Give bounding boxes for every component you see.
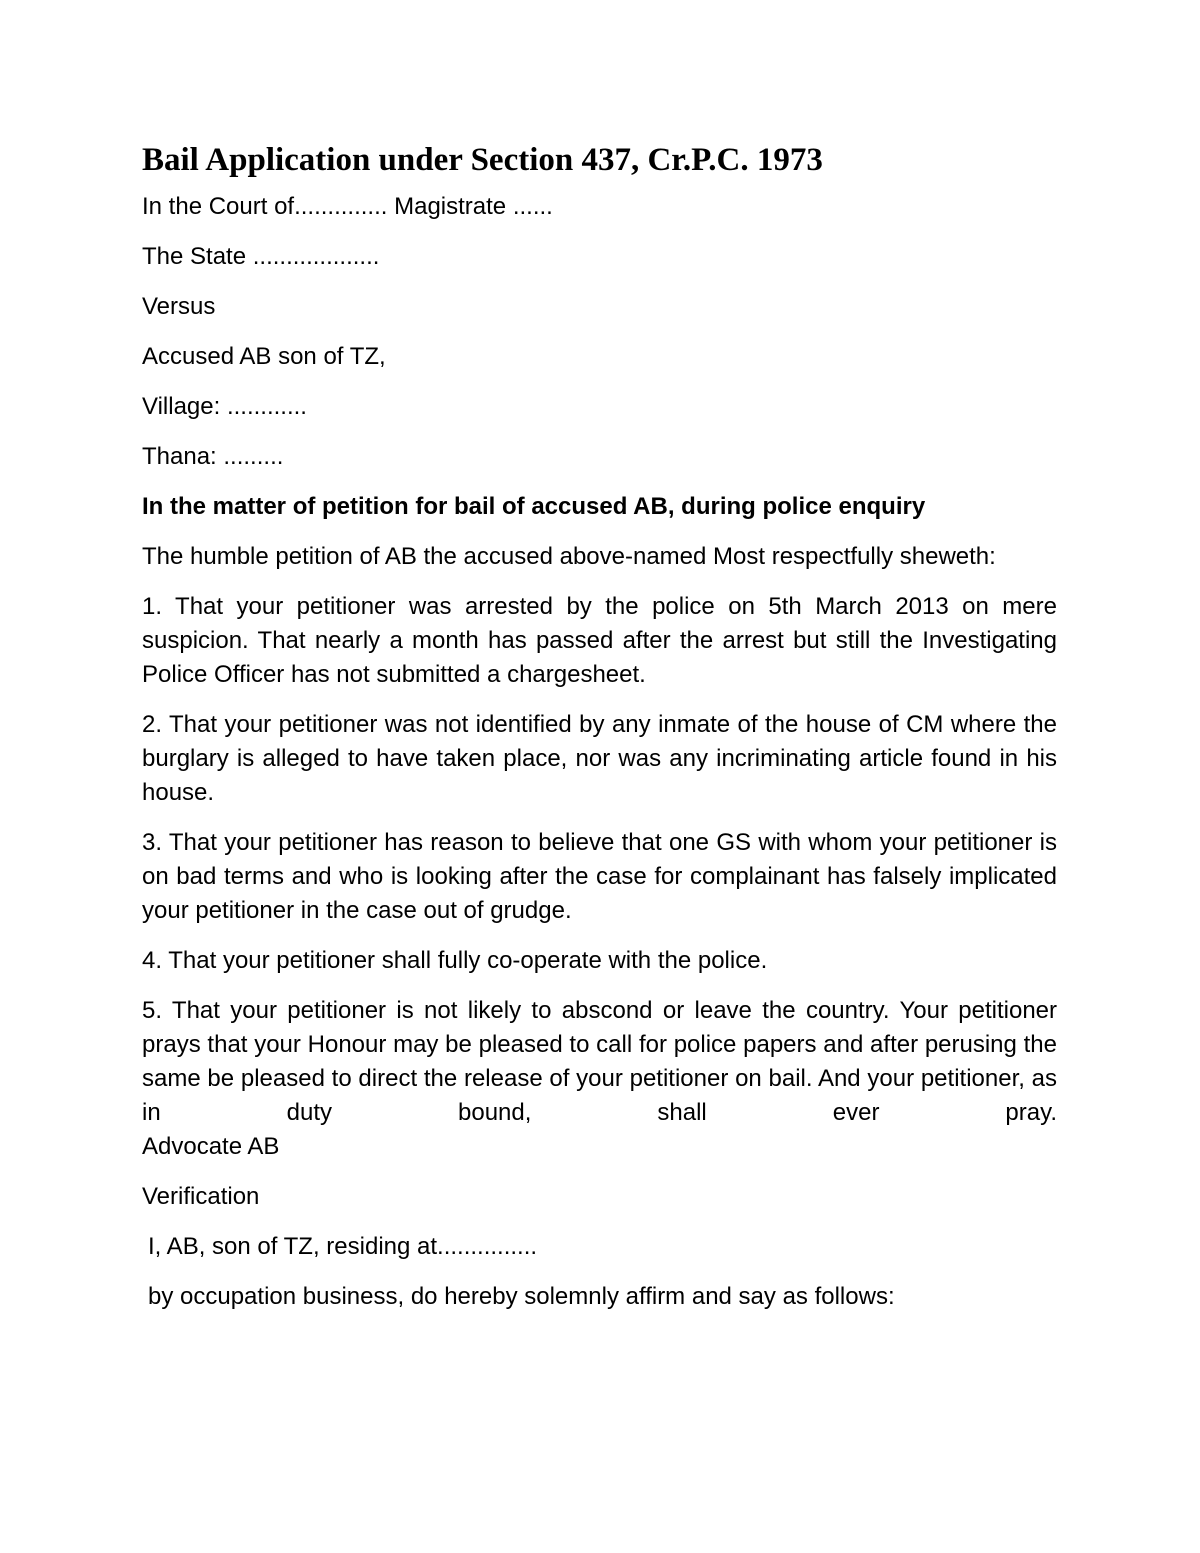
document-page: [142, 138, 1057, 1330]
matter-heading: In the matter of petition for bail of accused AB, during police enquiry: [142, 493, 926, 520]
accused-line: Accused AB son of TZ,: [142, 343, 386, 370]
point-2: 2. That your petitioner was not identified by any inmate of the house of CM where the burglary is alleged to have taken place, nor was any incriminating article found in his house.: [142, 711, 1057, 806]
thana-line: Thana: .........: [142, 443, 284, 470]
point-4: 4. That your petitioner shall fully co-operate with the police.: [142, 947, 768, 974]
court-line: In the Court of.............. Magistrate ......: [142, 193, 553, 220]
document-title: Bail Application under Section 437, Cr.P.C. 1973: [142, 142, 823, 178]
signature: Advocate AB: [142, 1133, 280, 1160]
point-3: 3. That your petitioner has reason to believe that one GS with whom your petitioner is on bad terms and who is looking after the case for complainant has falsely implicated your petitioner in the case out of grudge.: [142, 829, 1057, 924]
verification-line-1: I, AB, son of TZ, residing at...............: [148, 1233, 538, 1260]
verification-heading: Verification: [142, 1183, 260, 1210]
verification-line-2: by occupation business, do hereby solemnly affirm and say as follows:: [148, 1283, 895, 1310]
point-5-block: [142, 994, 1057, 1164]
intro-paragraph: The humble petition of AB the accused above-named Most respectfully sheweth:: [142, 543, 996, 570]
state-line: The State ...................: [142, 243, 380, 270]
point-5: 5. That your petitioner is not likely to abscond or leave the country. Your petitioner prays that your Honour may be pleased to call for police papers and after perusing the same be pleased to direct the release of your petitioner on bail. And your petitioner, as in duty bound, shall ever pray.: [142, 997, 1057, 1126]
versus-line: Versus: [142, 293, 216, 320]
village-line: Village: ............: [142, 393, 307, 420]
point-1: 1. That your petitioner was arrested by the police on 5th March 2013 on mere suspicion. That nearly a month has passed after the arrest but still the Investigating Police Officer has not submitted a chargesheet.: [142, 593, 1057, 688]
